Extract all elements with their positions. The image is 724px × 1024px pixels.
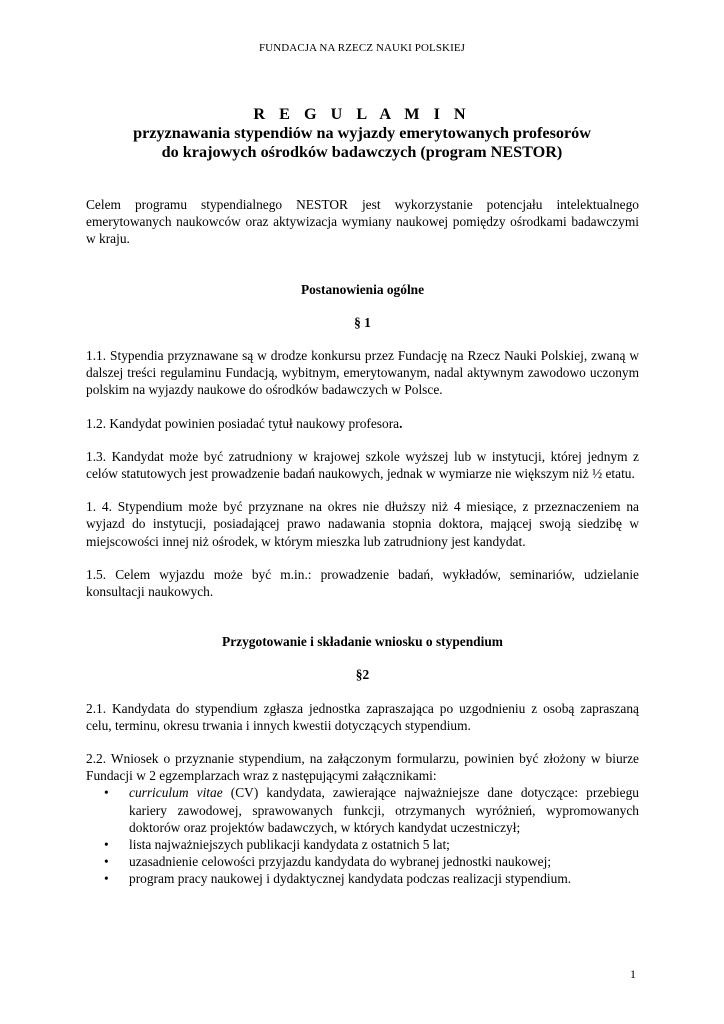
section-2-heading: Przygotowanie i składanie wniosku o stypendium <box>222 634 503 650</box>
clause-2-1: 2.1. Kandydata do stypendium zgłasza jednostka zapraszająca po uzgodnieniu z osobą zapraszaną celu, terminu, okresu trwania i innych kwestii dotyczących stypendium. <box>86 700 639 733</box>
title-subtitle-line-2: do krajowych ośrodków badawczych (program NESTOR) <box>161 143 563 161</box>
page-header: FUNDACJA NA RZECZ NAUKI POLSKIEJ <box>258 42 466 54</box>
clause-1-3: 1.3. Kandydat może być zatrudniony w krajowej szkole wyższej lub w instytucji, której jednym z celów statutowych jest prowadzenie badań naukowych, jednak w wymiarze nie większym niż ½ etatu. <box>86 448 639 482</box>
document-title: R E G U L A M I N <box>253 105 471 123</box>
intro-paragraph: Celem programu stypendialnego NESTOR jest wykorzystanie potencjału intelektualnego emerytowanych naukowców oraz aktywizacja wymiany naukowej pomiędzy ośrodkami badawczymi w kraju. <box>86 197 639 247</box>
page-number: 1 <box>630 967 636 981</box>
clause-1-2-text: 1.2. Kandydat powinien posiadać tytuł naukowy profesora <box>86 415 400 431</box>
clause-1-2 <box>86 415 639 432</box>
list-item: • program pracy naukowej i dydaktycznej kandydata podczas realizacji stypendium. <box>129 870 639 887</box>
clause-1-4: 1. 4. Stypendium może być przyznane na okres nie dłuższy niż 4 miesiące, z przeznaczeniem na wyjazd do instytucji, posiadającej prawo nadawania stopnia doktora, mającej swoją siedzibę w miejscowości innej niż ośrodek, w którym mieszka lub zatrudniony jest kandydat. <box>86 499 639 549</box>
title-subtitle-line-1: przyznawania stypendiów na wyjazdy emerytowanych profesorów <box>133 124 591 142</box>
cv-term: curriculum vitae <box>129 785 223 801</box>
list-item: • uzasadnienie celowości przyjazdu kandydata do wybranej jednostki naukowej; <box>129 853 639 870</box>
section-1-paragraph-sign: § 1 <box>354 314 371 330</box>
attachments-list <box>86 784 639 887</box>
section-2-paragraph-sign: §2 <box>355 667 370 683</box>
list-item <box>129 784 639 836</box>
list-item: • lista najważniejszych publikacji kandydata z ostatnich 5 lat; <box>129 836 639 853</box>
clause-1-5: 1.5. Celem wyjazdu może być m.in.: prowadzenie badań, wykładów, seminariów, udzielanie konsultacji naukowych. <box>86 566 639 600</box>
document-body <box>86 196 639 888</box>
clause-1-1: 1.1. Stypendia przyznawane są w drodze konkursu przez Fundację na Rzecz Nauki Polskiej, zwaną w dalszej treści regulaminu Fundacją, wybitnym, emerytowanym, nadal aktywnym zawodowo uczonym polskim na wyjazdy naukowe do ośrodków badawczych w Polsce. <box>86 348 639 398</box>
clause-1-2-period: . <box>399 415 403 431</box>
cv-description: (CV) kandydata, zawierające najważniejsze dane dotyczące: przebiegu kariery zawodowej, sprawowanych funkcji, otrzymanych wyróżnień, wypromowanych doktorów oraz projektów badawczych, w których kandydat uczestniczył; <box>129 785 639 835</box>
section-1-heading: Postanowienia ogólne <box>300 281 425 297</box>
clause-2-2: 2.2. Wniosek o przyznanie stypendium, na załączonym formularzu, powinien być złożony w biurze Fundacji w 2 egzemplarzach wraz z następującymi załącznikami: <box>86 751 639 784</box>
title-block <box>86 105 638 162</box>
